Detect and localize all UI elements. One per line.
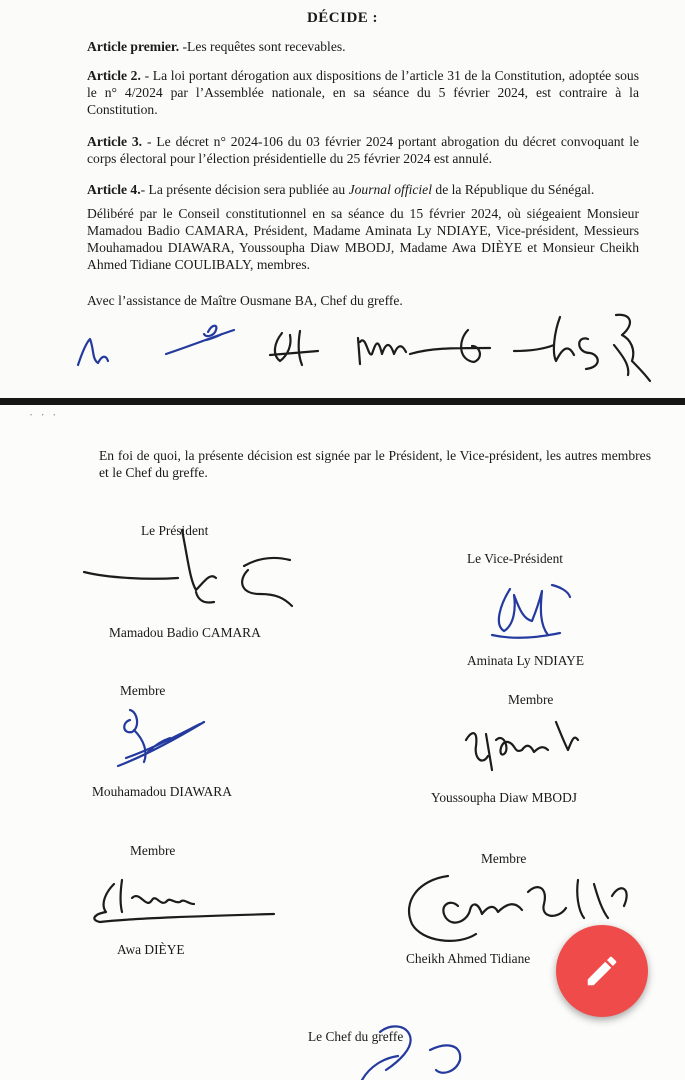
member-2-signature xyxy=(456,710,586,780)
member-1-signature xyxy=(104,700,214,775)
article-text: - Le décret n° 2024-106 du 03 février 2024 portant abrogation du décret convoquant le corps électoral pour l’élection présidentielle du 25 février 2024 est annulé. xyxy=(87,134,639,166)
scan-specks: • • • xyxy=(30,413,60,419)
article-text: -Les requêtes sont recevables. xyxy=(179,39,346,54)
vice-president-signature xyxy=(480,575,580,650)
article-label: Article premier. xyxy=(87,39,180,54)
member-title-2: Membre xyxy=(508,692,554,707)
article-2 xyxy=(87,67,639,118)
page-separator xyxy=(0,398,685,405)
pencil-icon xyxy=(583,952,621,990)
signature-initial-2 xyxy=(160,318,240,363)
member-3-name: Awa DIÈYE xyxy=(117,942,185,957)
signature-intro: En foi de quoi, la présente décision est signée par le Président, le Vice-président, les autres membres et le Chef du greffe. xyxy=(99,448,651,480)
article-3 xyxy=(87,133,639,167)
vice-president-title: Le Vice-Président xyxy=(467,551,563,566)
president-signature xyxy=(78,520,308,610)
article-1 xyxy=(87,38,639,55)
president-name: Mamadou Badio CAMARA xyxy=(109,625,261,640)
document-page-1 xyxy=(0,0,685,398)
member-title-1: Membre xyxy=(120,683,166,698)
signature-initial-5 xyxy=(510,305,670,390)
signature-initial-3 xyxy=(262,325,332,370)
vice-president-name: Aminata Ly NDIAYE xyxy=(467,653,585,668)
deliberation-paragraph: Délibéré par le Conseil constitutionnel en sa séance du 15 février 2024, où siégeaient Monsieur Mamadou Badio CAMARA, Président, Madame Aminata Ly NDIAYE, Vice-président, Messieurs Mouhamadou DIAWARA, Youssoupha Diaw MBODJ, Madame Awa DIÈYE et Monsieur Cheikh Ahmed Tidiane COULIBALY, membres. xyxy=(87,206,639,272)
article-label: Article 3. xyxy=(87,134,143,149)
article-label: Article 2. xyxy=(87,68,141,83)
article-text: de la République du Sénégal. xyxy=(432,182,595,197)
chef-greffe-signature xyxy=(350,1010,480,1080)
article-4 xyxy=(87,181,639,198)
member-title-4: Membre xyxy=(481,851,527,866)
edit-fab-button[interactable] xyxy=(556,925,648,1017)
member-3-signature xyxy=(84,870,284,930)
signature-initial-1 xyxy=(68,325,138,375)
assistance-line: Avec l’assistance de Maître Ousmane BA, Chef du greffe. xyxy=(87,293,403,308)
article-text: - La présente décision sera publiée au xyxy=(140,182,349,197)
president-title: Le Président xyxy=(141,523,209,538)
article-text: - La loi portant dérogation aux dispositions de l’article 31 de la Constitution, adoptée sous le n° 4/2024 par l’Assemblée nationale, en sa séance du 5 février 2024, est contraire à la Constitution. xyxy=(87,68,640,117)
member-2-name: Youssoupha Diaw MBODJ xyxy=(431,790,577,805)
journal-officiel: Journal officiel xyxy=(348,182,432,197)
member-1-name: Mouhamadou DIAWARA xyxy=(92,784,232,799)
member-4-name: Cheikh Ahmed Tidiane xyxy=(406,951,531,966)
article-label: Article 4. xyxy=(87,182,141,197)
decision-heading: DÉCIDE : xyxy=(306,10,379,26)
chef-greffe-title: Le Chef du greffe xyxy=(308,1029,404,1044)
signature-initial-4 xyxy=(350,318,510,378)
member-title-3: Membre xyxy=(130,843,176,858)
